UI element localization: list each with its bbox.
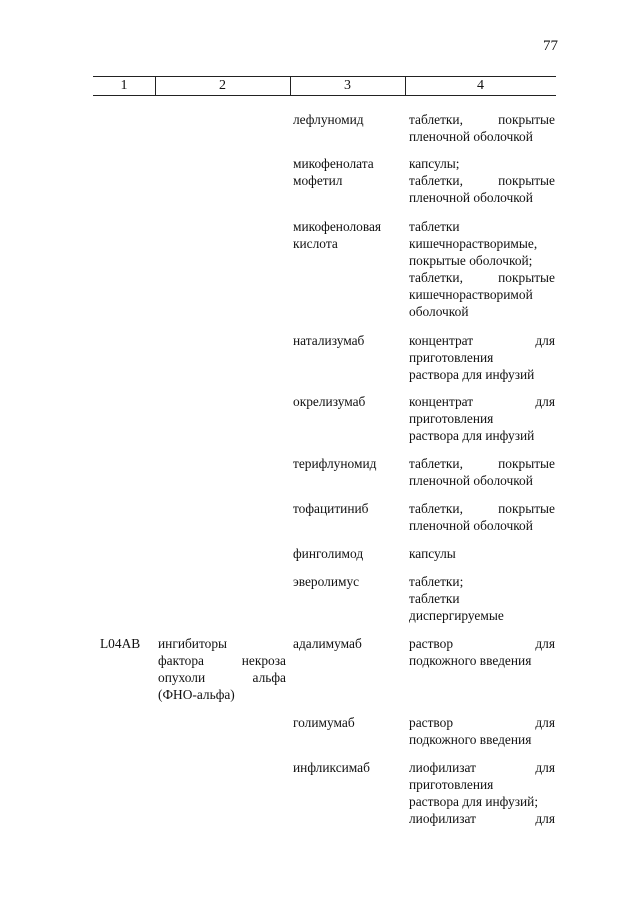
- dosage-form-line: таблетки, покрытые: [409, 456, 555, 471]
- drug-name: [293, 545, 398, 562]
- dosage-form-line: приготовления: [409, 411, 494, 426]
- dosage-form-line: раствора для инфузий: [409, 428, 535, 443]
- drug-name: [293, 455, 398, 472]
- drug-name-line: терифлуномид: [293, 456, 377, 471]
- dosage-form: [409, 155, 555, 206]
- column-header-1: 1: [120, 78, 128, 93]
- dosage-form: [409, 714, 555, 748]
- dosage-form-line: раствора для инфузий;: [409, 794, 539, 809]
- dosage-form-line: таблетки, покрытые: [409, 173, 555, 188]
- drug-name: [293, 155, 398, 189]
- drug-name-line: инфликсимаб: [293, 760, 370, 775]
- dosage-form-line: концентрат для: [409, 394, 555, 409]
- drug-name-line: финголимод: [293, 546, 364, 561]
- dosage-form-line: оболочкой: [409, 304, 469, 319]
- dosage-form-line: таблетки, покрытые: [409, 270, 555, 285]
- drug-name-line: микофеноловая: [293, 219, 382, 234]
- dosage-form-line: подкожного введения: [409, 732, 532, 747]
- drug-name: [293, 500, 398, 517]
- dosage-form-line: капсулы;: [409, 156, 460, 171]
- dosage-form-line: кишечнорастворимой: [409, 287, 533, 302]
- atc-group-name: [158, 635, 286, 703]
- dosage-form-line: кишечнорастворимые,: [409, 236, 538, 251]
- dosage-form: [409, 455, 555, 489]
- dosage-form-line: покрытые оболочкой;: [409, 253, 533, 268]
- dosage-form-line: раствора для инфузий: [409, 367, 535, 382]
- dosage-form-line: подкожного введения: [409, 653, 532, 668]
- dosage-form: [409, 393, 555, 444]
- page-number: 77: [543, 38, 558, 54]
- drug-name: [293, 573, 398, 590]
- dosage-form-line: лиофилизат для: [409, 811, 555, 826]
- dosage-form-line: диспергируемые: [409, 608, 504, 623]
- drug-name-line: лефлуномид: [293, 112, 364, 127]
- drug-name-line: кислота: [293, 236, 338, 251]
- drug-name: [293, 759, 398, 776]
- dosage-form-line: приготовления: [409, 350, 494, 365]
- column-header-3: 3: [344, 78, 351, 93]
- dosage-form-line: раствор для: [409, 715, 555, 730]
- drug-name-line: эверолимус: [293, 574, 360, 589]
- column-header-2: 2: [219, 78, 226, 93]
- group-name-line: опухоли альфа: [158, 670, 286, 685]
- drug-name-line: микофенолата: [293, 156, 374, 171]
- drug-name: [293, 111, 398, 128]
- dosage-form: [409, 545, 555, 562]
- drug-name: [293, 393, 398, 410]
- drug-name: [293, 635, 398, 652]
- drug-name: [293, 332, 398, 349]
- drug-name-line: тофацитиниб: [293, 501, 369, 516]
- dosage-form: [409, 500, 555, 534]
- dosage-form-line: таблетки: [409, 219, 460, 234]
- drug-name-line: голимумаб: [293, 715, 355, 730]
- dosage-form-line: раствор для: [409, 636, 555, 651]
- dosage-form-line: приготовления: [409, 777, 494, 792]
- atc-code-line: L04AB: [100, 636, 141, 651]
- dosage-form-line: пленочной оболочкой: [409, 518, 533, 533]
- drug-name: [293, 714, 398, 731]
- atc-code: [100, 635, 155, 652]
- dosage-form-line: пленочной оболочкой: [409, 129, 533, 144]
- dosage-form-line: таблетки, покрытые: [409, 112, 555, 127]
- table-column-header: [93, 76, 556, 96]
- drug-name-line: мофетил: [293, 173, 343, 188]
- group-name-line: ингибиторы: [158, 636, 228, 651]
- dosage-form-line: таблетки, покрытые: [409, 501, 555, 516]
- drug-name-line: адалимумаб: [293, 636, 362, 651]
- dosage-form-line: таблетки: [409, 591, 460, 606]
- dosage-form-line: пленочной оболочкой: [409, 473, 533, 488]
- dosage-form-line: лиофилизат для: [409, 760, 555, 775]
- dosage-form-line: таблетки;: [409, 574, 464, 589]
- dosage-form: [409, 759, 555, 827]
- dosage-form-line: капсулы: [409, 546, 456, 561]
- dosage-form: [409, 573, 555, 624]
- group-name-line: (ФНО-альфа): [158, 687, 235, 702]
- dosage-form-line: пленочной оболочкой: [409, 190, 533, 205]
- dosage-form: [409, 218, 555, 320]
- drug-name-line: окрелизумаб: [293, 394, 366, 409]
- group-name-line: фактора некроза: [158, 653, 286, 668]
- dosage-form: [409, 332, 555, 383]
- drug-name-line: натализумаб: [293, 333, 365, 348]
- drug-name: [293, 218, 398, 252]
- dosage-form-line: концентрат для: [409, 333, 555, 348]
- dosage-form: [409, 635, 555, 669]
- column-header-4: 4: [477, 78, 484, 93]
- dosage-form: [409, 111, 555, 145]
